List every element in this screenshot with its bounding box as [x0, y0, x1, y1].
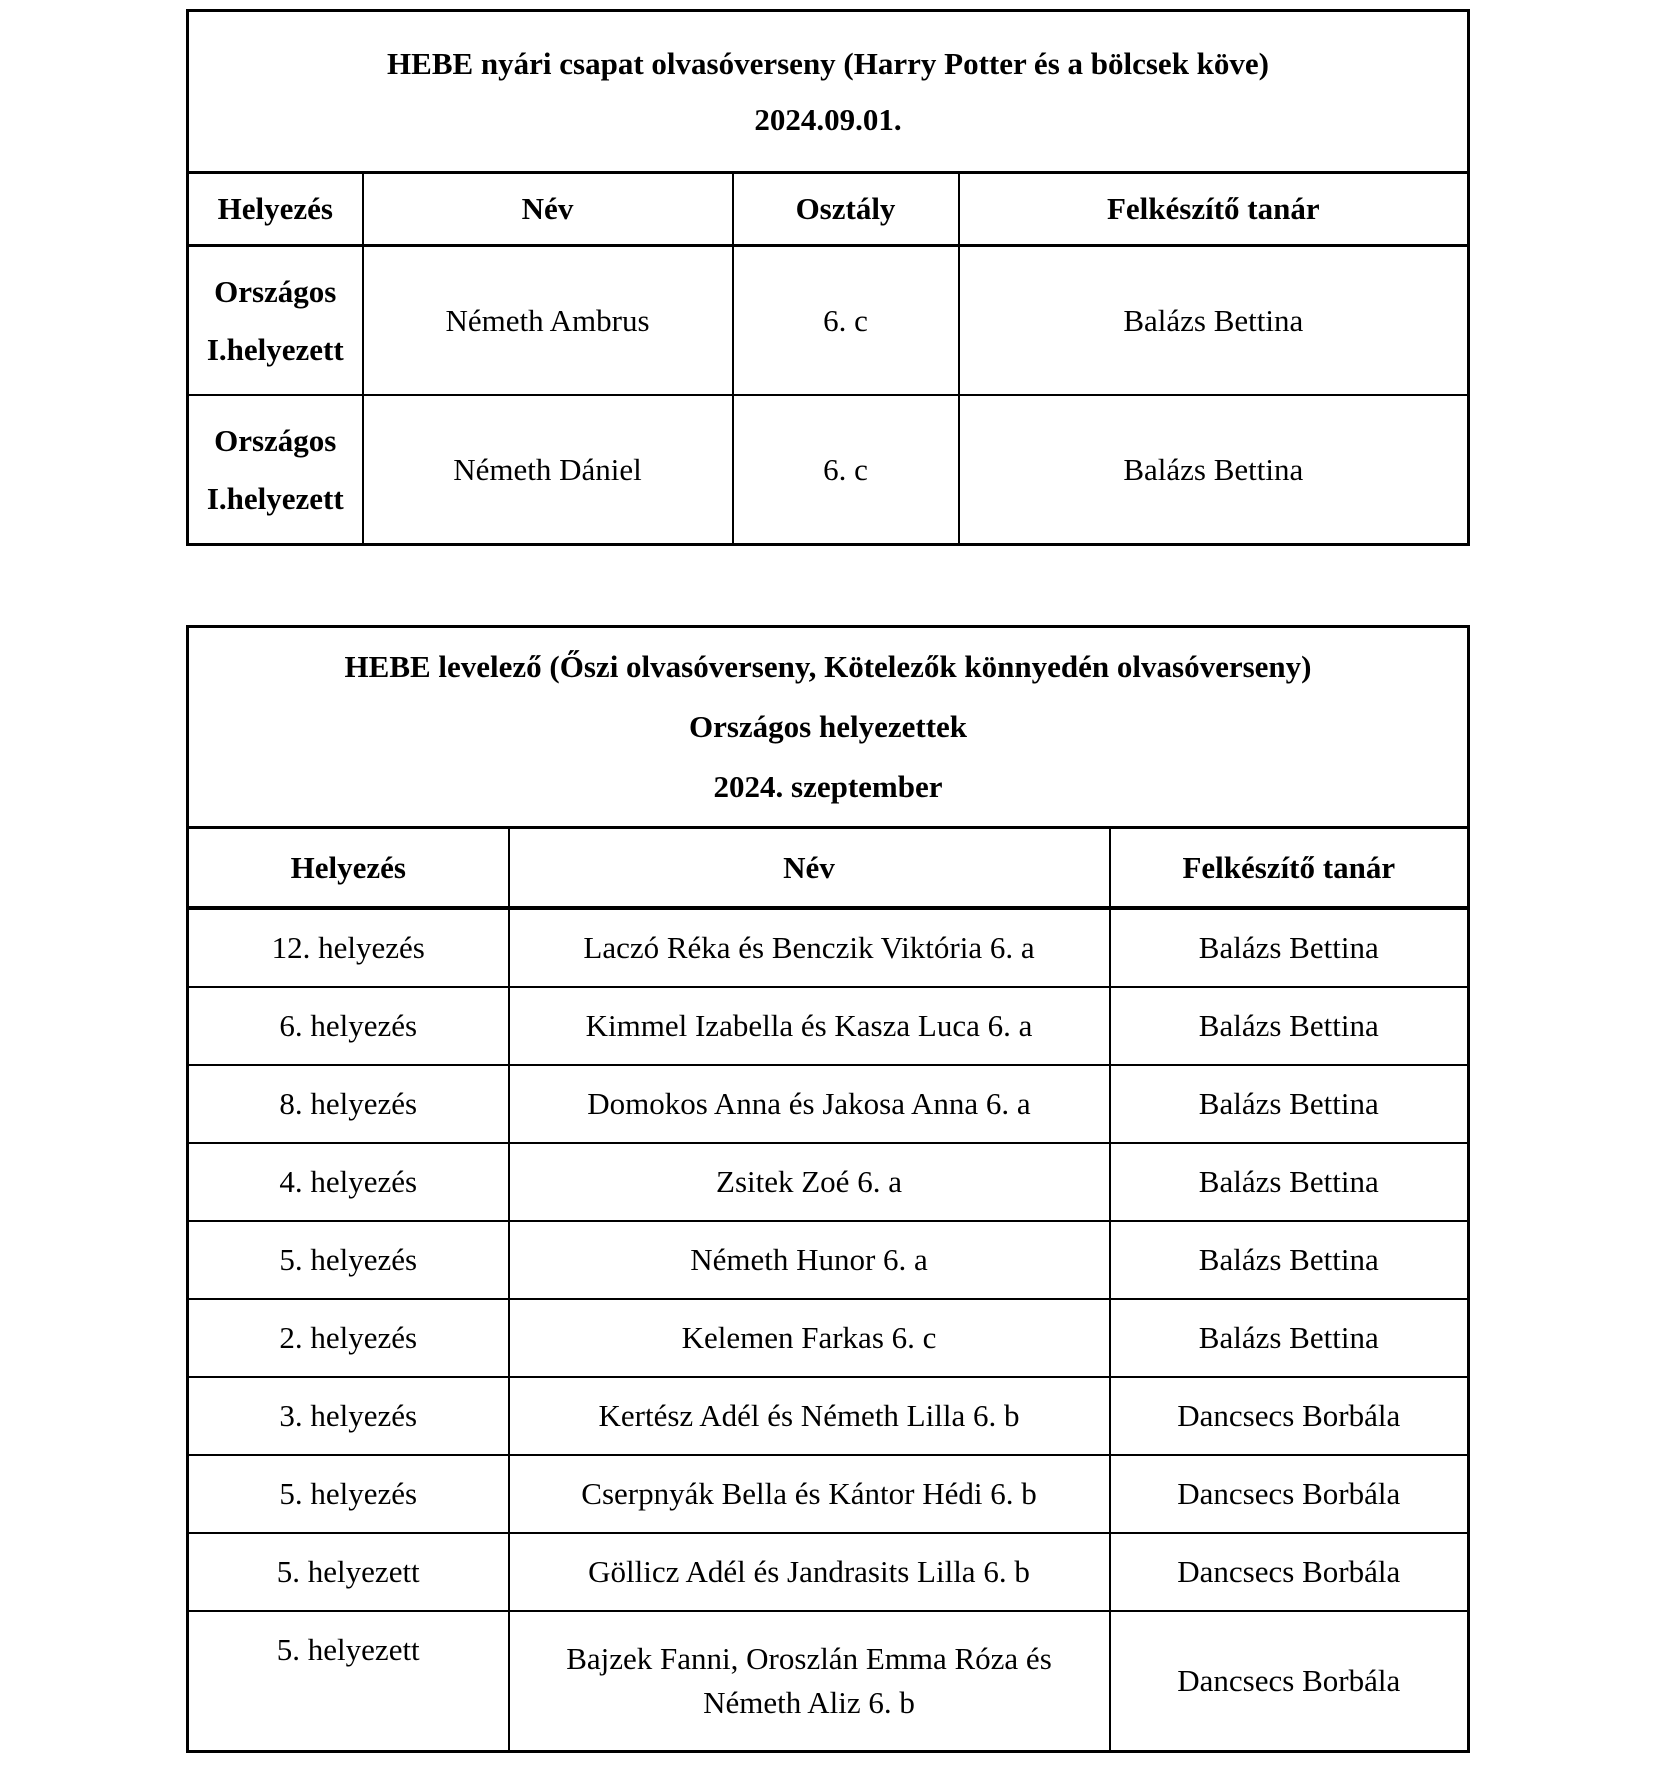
student-names: Laczó Réka és Benczik Viktória 6. a	[509, 908, 1110, 987]
placement: 5. helyezés	[188, 1221, 509, 1299]
table-row	[188, 1221, 1469, 1299]
placement: 5. helyezett	[188, 1611, 509, 1752]
header-row	[188, 828, 1469, 909]
placement-line1: Országos	[214, 273, 337, 309]
teacher-name: Dancsecs Borbála	[1110, 1455, 1469, 1533]
teacher-name: Balázs Bettina	[1110, 1299, 1469, 1377]
placement: 4. helyezés	[188, 1143, 509, 1221]
teacher-name: Balázs Bettina	[1110, 1143, 1469, 1221]
student-names: Göllicz Adél és Jandrasits Lilla 6. b	[509, 1533, 1110, 1611]
table-row	[188, 1377, 1469, 1455]
table-row	[188, 1611, 1469, 1752]
student-name: Németh Ambrus	[363, 246, 733, 396]
table-row	[188, 1065, 1469, 1143]
student-class: 6. c	[733, 395, 959, 545]
header-row	[188, 173, 1469, 246]
teacher-name: Dancsecs Borbála	[1110, 1377, 1469, 1455]
student-class: 6. c	[733, 246, 959, 396]
table-title: HEBE levelező (Őszi olvasóverseny, Kötelezők könnyedén olvasóverseny)	[344, 649, 1312, 684]
table-row	[188, 1299, 1469, 1377]
column-header-class: Osztály	[733, 173, 959, 246]
column-header-name: Név	[363, 173, 733, 246]
student-names: Cserpnyák Bella és Kántor Hédi 6. b	[509, 1455, 1110, 1533]
student-names: Kelemen Farkas 6. c	[509, 1299, 1110, 1377]
teacher-name: Balázs Bettina	[1110, 1065, 1469, 1143]
student-names: Németh Hunor 6. a	[509, 1221, 1110, 1299]
teacher-name: Dancsecs Borbála	[1110, 1533, 1469, 1611]
table-row	[188, 908, 1469, 987]
table-date: 2024.09.01.	[754, 101, 902, 137]
placement: 5. helyezés	[188, 1455, 509, 1533]
student-name: Németh Dániel	[363, 395, 733, 545]
summer-reading-competition-table	[186, 9, 1470, 546]
table-row	[188, 246, 1469, 396]
placement-cell	[188, 395, 363, 545]
teacher-name: Balázs Bettina	[959, 246, 1469, 396]
student-names-line2: Németh Aliz 6. b	[703, 1685, 915, 1720]
student-names: Kertész Adél és Németh Lilla 6. b	[509, 1377, 1110, 1455]
placement: 8. helyezés	[188, 1065, 509, 1143]
column-header-placement: Helyezés	[188, 173, 363, 246]
correspondence-competition-table	[186, 625, 1470, 1753]
placement: 5. helyezett	[188, 1533, 509, 1611]
teacher-name: Balázs Bettina	[1110, 908, 1469, 987]
student-names	[509, 1611, 1110, 1752]
column-header-teacher: Felkészítő tanár	[1110, 828, 1469, 909]
placement-line2: I.helyezett	[206, 331, 344, 367]
table-title-cell	[188, 627, 1469, 828]
student-names: Domokos Anna és Jakosa Anna 6. a	[509, 1065, 1110, 1143]
teacher-name: Balázs Bettina	[1110, 987, 1469, 1065]
table-row	[188, 987, 1469, 1065]
column-header-name: Név	[509, 828, 1110, 909]
table-row	[188, 1455, 1469, 1533]
table-subtitle: Országos helyezettek	[688, 709, 968, 744]
placement-line1: Országos	[214, 422, 337, 458]
placement-line2: I.helyezett	[206, 480, 344, 516]
student-names: Kimmel Izabella és Kasza Luca 6. a	[509, 987, 1110, 1065]
placement: 6. helyezés	[188, 987, 509, 1065]
table-row	[188, 395, 1469, 545]
table-title-cell	[188, 11, 1469, 173]
table-title: HEBE nyári csapat olvasóverseny (Harry Potter és a bölcsek köve)	[387, 45, 1270, 81]
student-names-line1: Bajzek Fanni, Oroszlán Emma Róza és	[566, 1641, 1052, 1676]
placement: 12. helyezés	[188, 908, 509, 987]
table-date: 2024. szeptember	[713, 769, 943, 804]
column-header-teacher: Felkészítő tanár	[959, 173, 1469, 246]
table-row	[188, 1143, 1469, 1221]
table-row	[188, 1533, 1469, 1611]
placement-cell	[188, 246, 363, 396]
column-header-placement: Helyezés	[188, 828, 509, 909]
student-names: Zsitek Zoé 6. a	[509, 1143, 1110, 1221]
placement: 2. helyezés	[188, 1299, 509, 1377]
teacher-name: Dancsecs Borbála	[1110, 1611, 1469, 1752]
teacher-name: Balázs Bettina	[1110, 1221, 1469, 1299]
teacher-name: Balázs Bettina	[959, 395, 1469, 545]
placement: 3. helyezés	[188, 1377, 509, 1455]
